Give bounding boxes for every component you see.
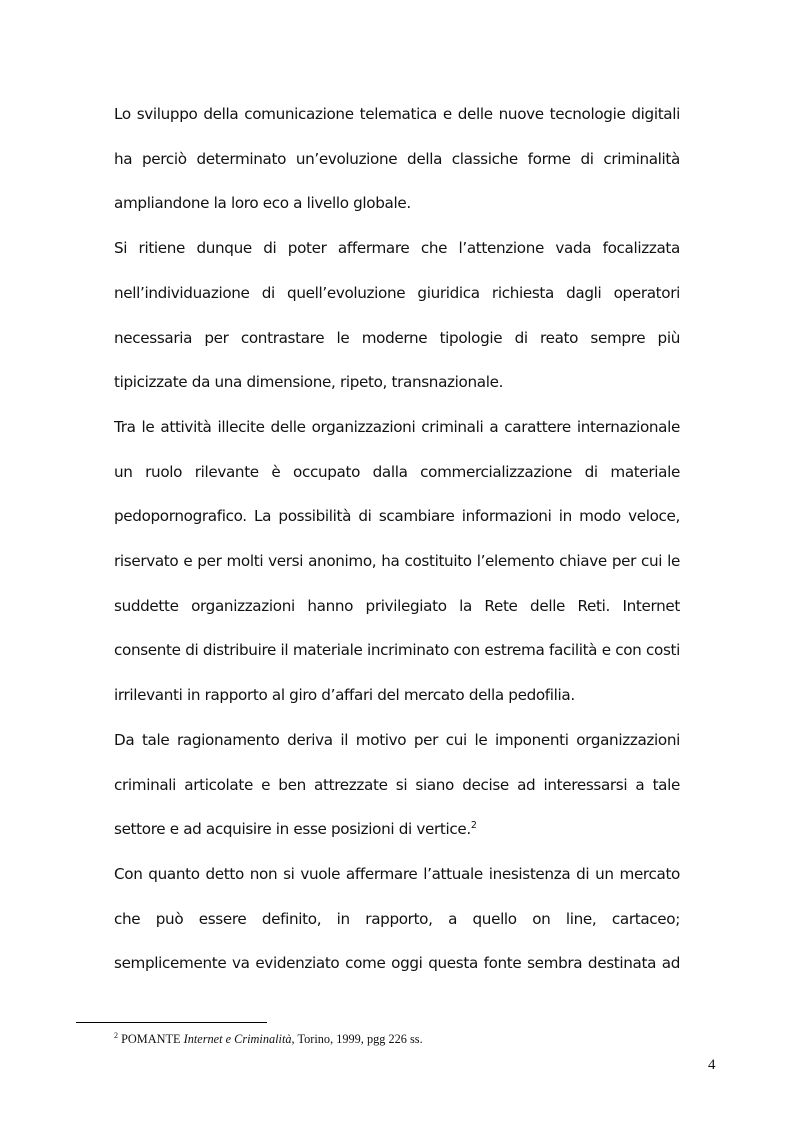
paragraph-2: Si ritiene dunque di poter affermare che l’attenzione vada focalizzata nell’individuazione di quell’evoluzione giuridica richiesta dagli operatori necessaria per contrastare le moderne tipologie di reato sempre più tipicizzate da una dimensione, ripeto, transnazionale. xyxy=(114,239,680,392)
page-number: 4 xyxy=(708,1057,716,1073)
footnote-number: 2 xyxy=(114,1030,118,1040)
paragraph-1: Lo sviluppo della comunicazione telematica e delle nuove tecnologie digitali ha perciò determinato un’evoluzione della classiche forme di criminalità ampliandone la loro eco a livello globale. xyxy=(114,105,680,213)
footnote-separator xyxy=(76,1022,267,1023)
paragraph-3: Tra le attività illecite delle organizzazioni criminali a carattere internazionale un ruolo rilevante è occupato dalla commercializzazione di materiale pedopornografico. La possibilità di scambiare informazioni in modo veloce, riservato e per molti versi anonimo, ha costituito l’elemento chiave per cui le suddette organizzazioni hanno privilegiato la Rete delle Reti. Internet consente di distribuire il materiale incriminato con estrema facilità e con costi irrilevanti in rapporto al giro d’affari del mercato della pedofilia. xyxy=(114,417,680,705)
footnote-author: POMANTE xyxy=(121,1032,181,1046)
footnote-title: Internet e Criminalità xyxy=(183,1032,292,1046)
paragraph-4-text: Da tale ragionamento deriva il motivo per cui le imponenti organizzazioni criminali articolate e ben attrezzate si siano decise ad interessarsi a tale settore e ad acquisire in esse posizioni di vertice. xyxy=(114,730,680,839)
paragraph-5: Con quanto detto non si vuole affermare l’attuale inesistenza di un mercato che può essere definito, in rapporto, a quello on line, cartaceo; semplicemente va evidenziato come oggi questa fonte sembra destinata ad xyxy=(114,864,680,973)
footnote-reference[interactable]: 2 xyxy=(470,820,477,832)
footnote-details: , Torino, 1999, pgg 226 ss. xyxy=(291,1032,423,1046)
footnote xyxy=(114,1031,423,1047)
body-text xyxy=(114,92,680,986)
paragraph-4 xyxy=(114,718,680,852)
